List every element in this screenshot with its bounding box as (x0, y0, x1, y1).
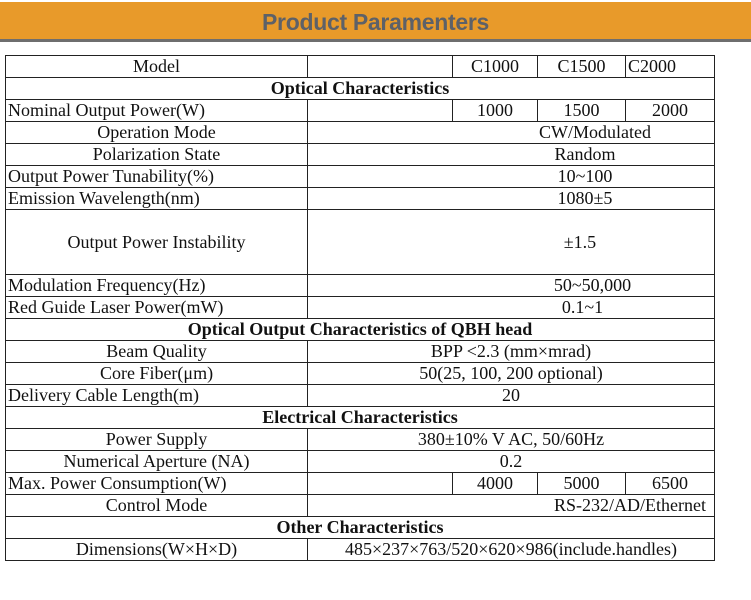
row-label: Control Mode (6, 495, 308, 517)
table-row (6, 297, 715, 319)
section-row (6, 407, 715, 429)
value-cell: Random (308, 144, 715, 166)
spec-table (5, 55, 715, 561)
table-row (6, 100, 715, 122)
section-heading: Optical Output Characteristics of QBH head (6, 319, 715, 341)
row-label: Max. Power Consumption(W) (6, 473, 308, 495)
table-row (6, 341, 715, 363)
empty-cell (308, 56, 453, 78)
value-cell: CW/Modulated (308, 122, 715, 144)
value-cell: 1000 (453, 100, 538, 122)
table-row (6, 451, 715, 473)
empty-cell (308, 100, 453, 122)
value-cell: 20 (308, 385, 715, 407)
value-cell: 1500 (538, 100, 626, 122)
value-cell: 485×237×763/520×620×986(include.handles) (308, 539, 715, 561)
row-label: Core Fiber(μm) (6, 363, 308, 385)
value-cell: 10~100 (308, 166, 715, 188)
value-cell: 4000 (453, 473, 538, 495)
model-cell: C1000 (453, 56, 538, 78)
row-label: Delivery Cable Length(m) (6, 385, 308, 407)
table-row (6, 429, 715, 451)
table-row (6, 166, 715, 188)
value-cell: 1080±5 (308, 188, 715, 210)
row-label: Red Guide Laser Power(mW) (6, 297, 308, 319)
model-cell: C2000 (626, 56, 715, 78)
model-cell: C1500 (538, 56, 626, 78)
section-heading: Optical Characteristics (6, 78, 715, 100)
value-cell: 0.1~1 (308, 297, 715, 319)
row-label: Beam Quality (6, 341, 308, 363)
row-label: Output Power Tunability(%) (6, 166, 308, 188)
row-label: Output Power Instability (6, 210, 308, 275)
table-row (6, 275, 715, 297)
value-cell: ±1.5 (308, 210, 715, 275)
section-heading: Electrical Characteristics (6, 407, 715, 429)
table-row (6, 473, 715, 495)
page-title: Product Paramenters (262, 9, 489, 35)
table-row (6, 385, 715, 407)
value-cell: 380±10% V AC, 50/60Hz (308, 429, 715, 451)
row-label: Polarization State (6, 144, 308, 166)
section-heading: Other Characteristics (6, 517, 715, 539)
title-banner (0, 2, 751, 42)
section-row (6, 517, 715, 539)
row-label: Nominal Output Power(W) (6, 100, 308, 122)
value-cell: BPP <2.3 (mm×mrad) (308, 341, 715, 363)
table-row (6, 363, 715, 385)
section-row (6, 78, 715, 100)
table-row (6, 210, 715, 275)
row-label: Operation Mode (6, 122, 308, 144)
value-cell: RS-232/AD/Ethernet (308, 495, 715, 517)
row-label: Dimensions(W×H×D) (6, 539, 308, 561)
table-row (6, 122, 715, 144)
table-row (6, 144, 715, 166)
row-label: Power Supply (6, 429, 308, 451)
table-row (6, 495, 715, 517)
value-cell: 2000 (626, 100, 715, 122)
value-cell: 5000 (538, 473, 626, 495)
table-row (6, 56, 715, 78)
value-cell: 6500 (626, 473, 715, 495)
table-row (6, 188, 715, 210)
value-cell: 0.2 (308, 451, 715, 473)
row-label: Model (6, 56, 308, 78)
section-row (6, 319, 715, 341)
empty-cell (308, 473, 453, 495)
row-label: Emission Wavelength(nm) (6, 188, 308, 210)
row-label: Modulation Frequency(Hz) (6, 275, 308, 297)
value-cell: 50~50,000 (308, 275, 715, 297)
table-row (6, 539, 715, 561)
row-label: Numerical Aperture (NA) (6, 451, 308, 473)
value-cell: 50(25, 100, 200 optional) (308, 363, 715, 385)
